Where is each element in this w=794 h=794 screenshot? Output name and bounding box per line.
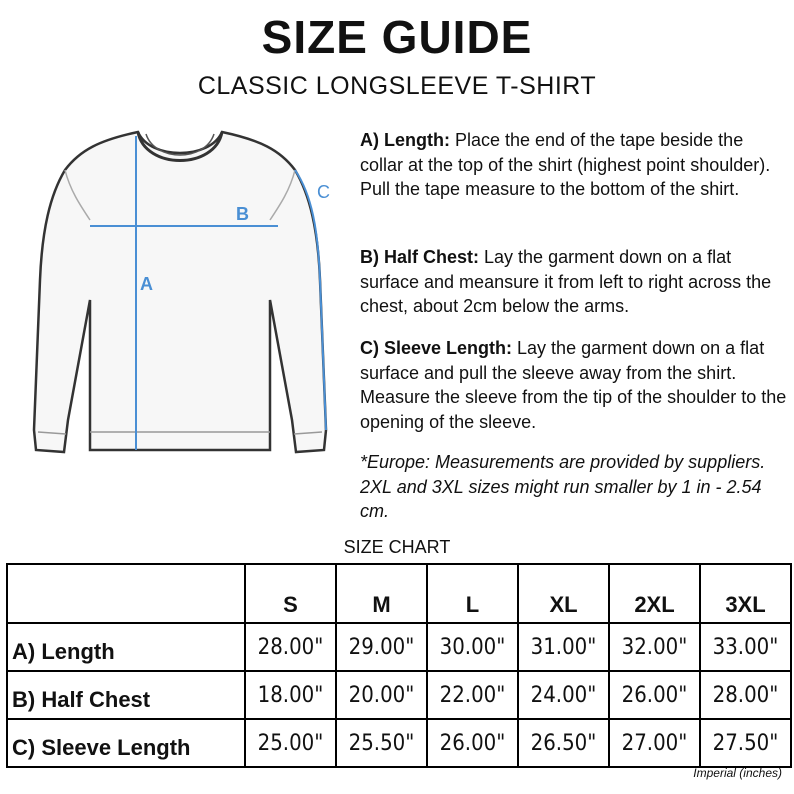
row-label: A) Length xyxy=(7,623,245,671)
table-cell: 25.50" xyxy=(336,719,427,767)
row-label: C) Sleeve Length xyxy=(7,719,245,767)
table-cell: 25.00" xyxy=(245,719,336,767)
table-cell: 26.00" xyxy=(427,719,518,767)
table-cell: 27.50" xyxy=(700,719,791,767)
size-header: S xyxy=(245,564,336,623)
table-cell: 18.00" xyxy=(245,671,336,719)
corner-cell xyxy=(7,564,245,623)
instruction-length xyxy=(360,128,790,202)
size-header-row xyxy=(7,564,791,623)
instruction-heading: A) Length: xyxy=(360,130,450,150)
unit-note: Imperial (inches) xyxy=(693,766,782,780)
table-row xyxy=(7,623,791,671)
table-cell: 24.00" xyxy=(518,671,609,719)
table-cell: 28.00" xyxy=(700,671,791,719)
instruction-text: Place the end of the tape beside the collar at the top of the shirt (highest point shoulder). Pull the tape measure to the bottom of the shirt. xyxy=(360,130,771,199)
instruction-half-chest xyxy=(360,245,790,319)
instruction-text: Lay the garment down on a flat surface and meansure it from left to right across the chest, about 2cm below the arms. xyxy=(360,247,772,316)
table-cell: 33.00" xyxy=(700,623,791,671)
label-a: A xyxy=(140,274,153,294)
table-row xyxy=(7,671,791,719)
table-cell: 31.00" xyxy=(518,623,609,671)
size-header: XL xyxy=(518,564,609,623)
table-cell: 32.00" xyxy=(609,623,700,671)
size-header: 3XL xyxy=(700,564,791,623)
europe-note: *Europe: Measurements are provided by suppliers. 2XL and 3XL sizes might run smaller by 1 in - 2.54 cm. xyxy=(360,452,766,521)
row-label: B) Half Chest xyxy=(7,671,245,719)
size-chart-table xyxy=(6,563,792,768)
instruction-text: Lay the garment down on a flat surface and pull the sleeve away from the shirt. Measure the sleeve from the tip of the shoulder to the opening of the sleeve. xyxy=(360,338,787,432)
table-row xyxy=(7,719,791,767)
table-cell: 29.00" xyxy=(336,623,427,671)
instruction-heading: C) Sleeve Length: xyxy=(360,338,513,358)
size-header: 2XL xyxy=(609,564,700,623)
label-b: B xyxy=(236,204,249,224)
instruction-sleeve-length xyxy=(360,336,790,434)
label-c: C xyxy=(317,182,330,202)
size-header: M xyxy=(336,564,427,623)
page-title: SIZE GUIDE xyxy=(261,11,533,63)
table-cell: 22.00" xyxy=(427,671,518,719)
page-subtitle: CLASSIC LONGSLEEVE T-SHIRT xyxy=(197,72,597,100)
table-cell: 30.00" xyxy=(427,623,518,671)
shirt-diagram xyxy=(20,120,350,480)
table-cell: 26.50" xyxy=(518,719,609,767)
size-chart-title: SIZE CHART xyxy=(343,537,451,557)
shirt-outline xyxy=(34,132,326,452)
table-cell: 27.00" xyxy=(609,719,700,767)
table-cell: 26.00" xyxy=(609,671,700,719)
instruction-heading: B) Half Chest: xyxy=(360,247,480,267)
size-header: L xyxy=(427,564,518,623)
table-cell: 28.00" xyxy=(245,623,336,671)
table-cell: 20.00" xyxy=(336,671,427,719)
